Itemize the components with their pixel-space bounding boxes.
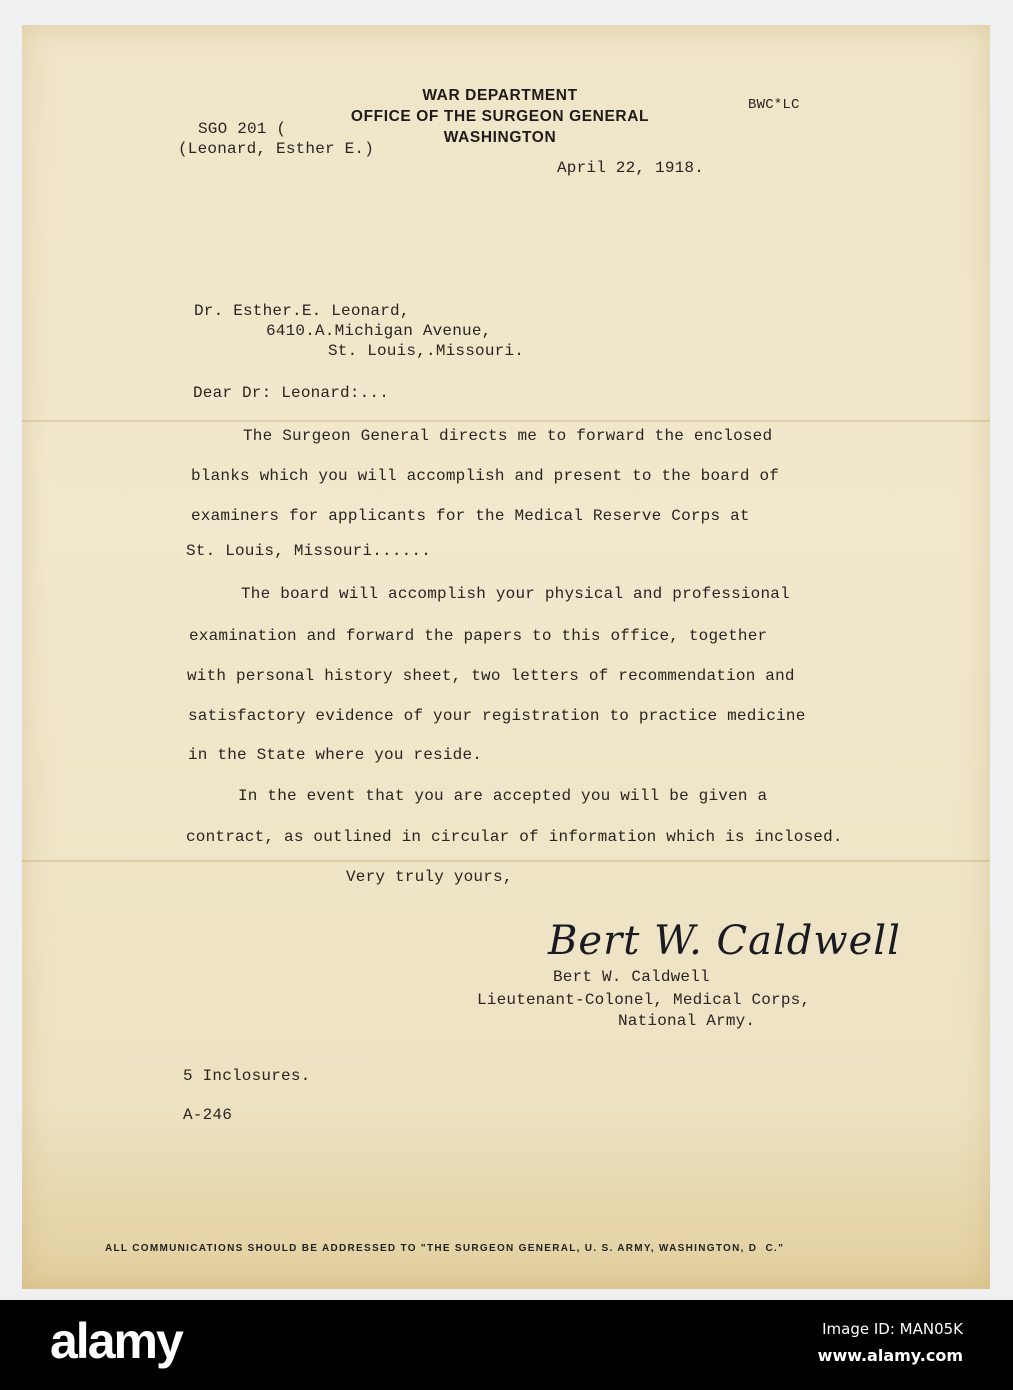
address-line: St. Louis,.Missouri. [328, 342, 525, 360]
address-line: Dr. Esther.E. Leonard, [194, 302, 410, 320]
site-url: www.alamy.com [817, 1346, 963, 1365]
signer-unit: National Army. [618, 1012, 756, 1030]
image-id: Image ID: MAN05K [822, 1320, 963, 1338]
body-line: In the event that you are accepted you will be given a [238, 787, 768, 805]
handwritten-signature: Bert W. Caldwell [548, 918, 901, 964]
body-line: St. Louis, Missouri...... [186, 542, 432, 560]
closing: Very truly yours, [346, 868, 513, 886]
body-line: examiners for applicants for the Medical Reserve Corps at [191, 507, 750, 525]
body-line: in the State where you reside. [188, 746, 483, 764]
body-line: blanks which you will accomplish and present to the board of [191, 467, 780, 485]
signer-title: Lieutenant-Colonel, Medical Corps, [477, 991, 811, 1009]
body-line: with personal history sheet, two letters of recommendation and [187, 667, 795, 685]
body-line: The board will accomplish your physical and professional [241, 585, 790, 603]
body-line: satisfactory evidence of your registration to practice medicine [188, 707, 806, 725]
document-code: A-246 [183, 1106, 233, 1124]
letter-footer: ALL COMMUNICATIONS SHOULD BE ADDRESSED TO "THE SURGEON GENERAL, U. S. ARMY, WASHINGTON, D C." [105, 1243, 785, 1254]
fold-line [22, 420, 990, 422]
letterhead-line-1: WAR DEPARTMENT [422, 87, 578, 104]
file-reference: SGO 201 ( [198, 120, 287, 138]
address-line: 6410.A.Michigan Avenue, [266, 322, 492, 340]
stock-photo-bar [0, 1300, 1013, 1390]
body-line: contract, as outlined in circular of information which is inclosed. [186, 828, 843, 846]
letter-date: April 22, 1918. [557, 159, 705, 177]
fold-line [22, 860, 990, 862]
letterhead-line-2: OFFICE OF THE SURGEON GENERAL [350, 108, 650, 125]
signer-name: Bert W. Caldwell [553, 968, 710, 986]
body-line: examination and forward the papers to this office, together [189, 627, 768, 645]
file-name: (Leonard, Esther E.) [178, 140, 375, 158]
body-line: The Surgeon General directs me to forward the enclosed [243, 427, 773, 445]
alamy-logo: alamy [50, 1313, 182, 1369]
initials: BWC*LC [748, 97, 800, 113]
salutation: Dear Dr: Leonard:... [193, 384, 390, 402]
letter-paper [22, 25, 990, 1289]
enclosures: 5 Inclosures. [183, 1067, 311, 1085]
letterhead-line-3: WASHINGTON [443, 129, 557, 146]
